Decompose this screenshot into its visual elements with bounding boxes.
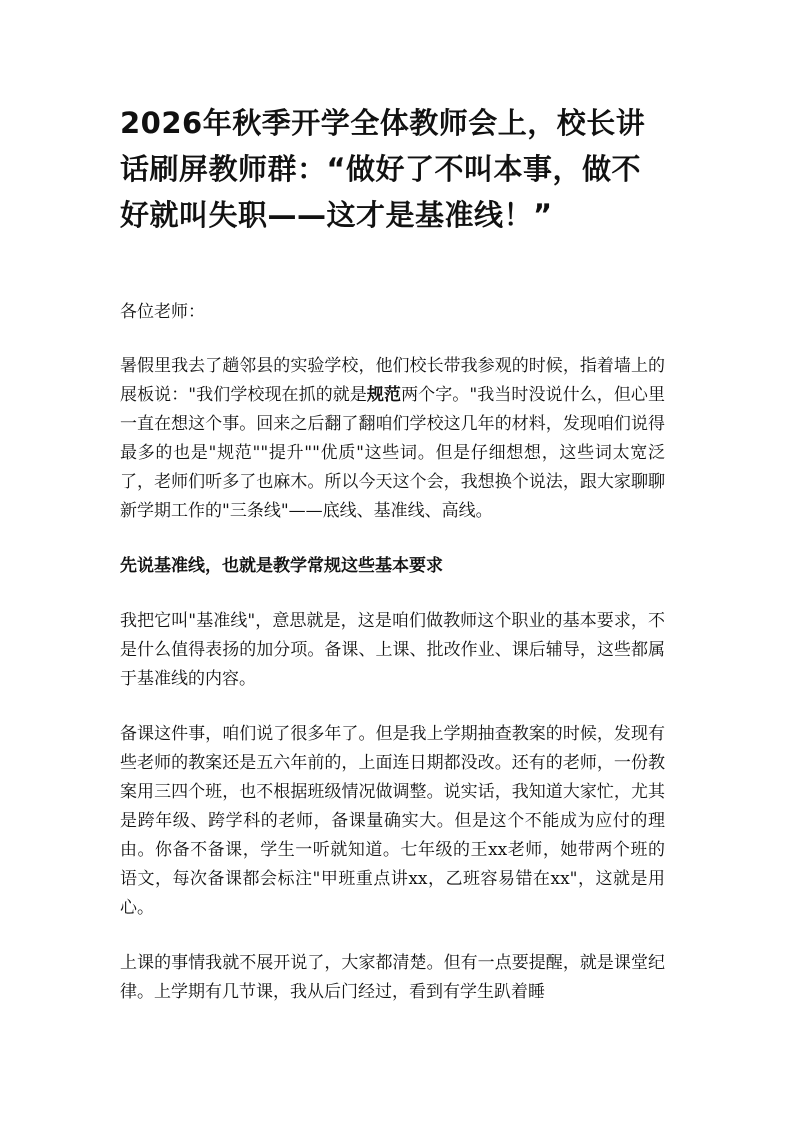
section-heading: 先说基准线，也就是教学常规这些基本要求 — [120, 556, 443, 576]
paragraph-3: 备课这件事，咱们说了很多年了。但是我上学期抽查教案的时候，发现有些老师的教案还是五六年前的，上面连日期都没改。还有的老师，一份教案用三四个班，也不根据班级情况做调整。说实话，我知道大家忙，尤其是跨年级、跨学科的老师，备课量确实大。但是这个不能成为应付的理由。你备不备课，学生一听就知道。七年级的王xx老师，她带两个班的语文，每次备课都会标注"甲班重点讲xx，乙班容易错在xx"，这就是用心。 — [120, 724, 665, 918]
paragraph-4: 上课的事情我就不展开说了，大家都清楚。但有一点要提醒，就是课堂纪律。上学期有几节课，我从后门经过，看到有学生趴着睡 — [120, 953, 665, 1002]
paragraph-1 — [120, 352, 665, 526]
paragraph-1-text-a: 暑假里我去了趟邻县的实验学校，他们校长带我参观的时候，指着墙上的展板说："我们学校现在抓的就是 — [120, 356, 665, 405]
paragraph-1-bold-term: 规范 — [366, 385, 402, 405]
document-title: 2026年秋季开学全体教师会上，校长讲话刷屏教师群：“做好了不叫本事，做不好就叫失职——这才是基准线！” — [120, 106, 646, 232]
salutation: 各位老师： — [120, 302, 205, 322]
document-page — [120, 100, 665, 1007]
paragraph-2: 我把它叫"基准线"，意思就是，这是咱们做教师这个职业的基本要求，不是什么值得表扬的加分项。备课、上课、批改作业、课后辅导，这些都属于基准线的内容。 — [120, 611, 665, 689]
paragraph-1-text-b: 两个字。"我当时没说什么，但心里一直在想这个事。回来之后翻了翻咱们学校这几年的材料，发现咱们说得最多的也是"规范""提升""优质"这些词。但是仔细想想，这些词太宽泛了，老师们听多了也麻木。所以今天这个会，我想换个说法，跟大家聊聊新学期工作的"三条线"——底线、基准线、高线。 — [120, 385, 665, 521]
